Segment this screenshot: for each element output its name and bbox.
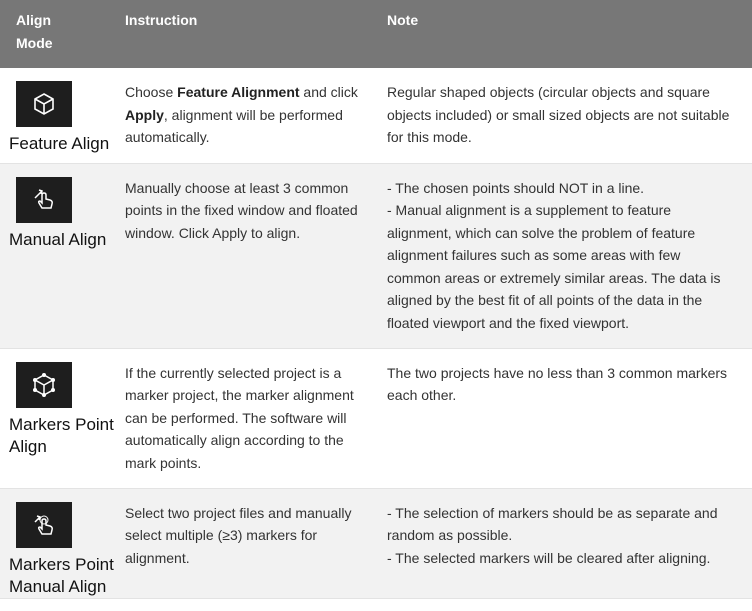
mode-label: Manual Align	[9, 229, 107, 249]
note-cell	[379, 488, 752, 598]
header-align-mode: Align Mode	[0, 0, 117, 68]
table-row	[0, 348, 752, 488]
instruction-cell: Select two project files and manually select multiple (≥3) markers for alignment.	[117, 488, 379, 598]
instruction-cell: Manually choose at least 3 common points in the fixed window and floated window. Click Apply to align.	[117, 163, 379, 348]
apply-term: Apply	[125, 106, 164, 123]
note-line: - The selection of markers should be as separate and random as possible.	[387, 504, 718, 543]
hand-touch-icon	[16, 502, 72, 548]
mode-cell	[0, 348, 117, 488]
mode-label: Markers Point Align	[9, 414, 114, 456]
instruction-cell: If the currently selected project is a marker project, the marker alignment can be performed. The software will automatically align according to the mark points.	[117, 348, 379, 488]
feature-alignment-term: Feature Alignment	[177, 84, 300, 100]
note-line: - The chosen points should NOT in a line.	[387, 179, 645, 196]
mode-cell	[0, 163, 117, 348]
header-note: Note	[379, 0, 752, 68]
table-row	[0, 68, 752, 163]
header-instruction: Instruction	[117, 0, 379, 68]
mode-label: Feature Align	[9, 134, 110, 153]
cube-icon	[16, 81, 72, 127]
mode-cell	[0, 488, 117, 598]
note-line: - The selected markers will be cleared after aligning.	[387, 549, 711, 566]
mode-label: Markers Point Manual Align	[9, 554, 114, 596]
marker-cube-icon	[16, 362, 72, 408]
note-cell: Regular shaped objects (circular objects and square objects included) or small sized objects are not suitable for this mode.	[379, 68, 752, 163]
instruction-cell: Choose Feature Alignment and click Apply, alignment will be performed automatically.	[117, 68, 379, 163]
header-row	[0, 0, 752, 68]
table-row	[0, 163, 752, 348]
note-cell	[379, 163, 752, 348]
note-cell: The two projects have no less than 3 common markers each other.	[379, 348, 752, 488]
table-row	[0, 488, 752, 598]
note-line: - Manual alignment is a supplement to feature alignment, which can solve the problem of feature alignment failures such as some areas with few common areas or extremely similar areas. The data is aligned by the best fit of all points of the data in the floated viewport and the fixed viewport.	[387, 202, 721, 331]
mode-cell	[0, 68, 117, 163]
hand-pointer-icon	[16, 177, 72, 223]
